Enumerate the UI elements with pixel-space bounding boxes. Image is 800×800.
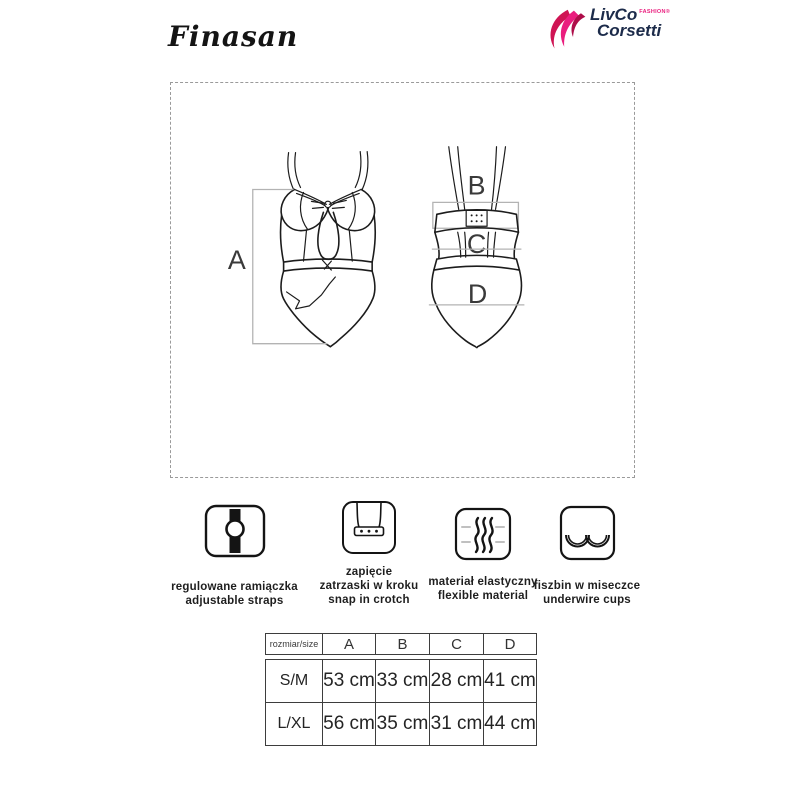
feature-label-line: snap in crotch xyxy=(328,594,410,607)
cell-value: 56 cm xyxy=(323,703,376,746)
brand-swoosh-icon xyxy=(544,6,588,54)
measurement-diagram-box xyxy=(170,82,635,478)
snap-crotch-icon xyxy=(341,500,397,555)
adjustable-strap-icon xyxy=(204,504,266,558)
feature-adjustable-straps xyxy=(152,504,317,608)
feature-label-line: flexible material xyxy=(437,590,529,603)
feature-label xyxy=(517,579,657,607)
brand-logo-text xyxy=(590,6,670,58)
row-size-label: L/XL xyxy=(266,703,323,746)
header-cell-a: A xyxy=(323,634,376,655)
measure-label-d: D xyxy=(467,278,488,309)
cell-value: 28 cm xyxy=(430,660,484,703)
measure-label-c: C xyxy=(466,229,487,260)
feature-label-line: zapięcie xyxy=(345,566,393,578)
size-table-body xyxy=(265,659,537,746)
cell-value: 53 cm xyxy=(323,660,376,703)
feature-underwire-cups xyxy=(517,505,657,607)
header-cell-b: B xyxy=(376,634,430,655)
row-size-label: S/M xyxy=(266,660,323,703)
garment-diagram xyxy=(171,83,634,477)
header-cell-d: D xyxy=(484,634,537,655)
header-cell-c: C xyxy=(430,634,484,655)
feature-label-line: regulowane ramiączka xyxy=(171,581,298,593)
feature-label-line: materiał elastyczny xyxy=(428,576,538,588)
size-table-header-row xyxy=(266,634,537,655)
underwire-cups-icon xyxy=(559,505,616,561)
product-name: Finasan xyxy=(168,20,299,53)
header-cell-size: rozmiar/size xyxy=(266,634,323,655)
size-table xyxy=(265,633,537,746)
feature-label-line: adjustable straps xyxy=(185,595,284,608)
flexible-material-icon xyxy=(454,507,512,561)
table-row-lxl xyxy=(266,703,537,746)
cell-value: 44 cm xyxy=(484,703,537,746)
table-row-sm xyxy=(266,660,537,703)
front-view-drawing xyxy=(228,152,375,347)
size-table-header xyxy=(265,633,537,655)
measure-label-b: B xyxy=(467,170,486,201)
feature-label-line: fiszbin w miseczce xyxy=(533,580,641,592)
feature-label-line: underwire cups xyxy=(543,594,631,607)
brand-logo xyxy=(544,5,671,58)
logo-name-bottom: Corsetti xyxy=(597,21,662,40)
measure-label-a: A xyxy=(227,245,246,276)
back-view-drawing xyxy=(429,147,525,348)
logo-name-top: LivCo xyxy=(590,5,638,24)
cell-value: 35 cm xyxy=(376,703,430,746)
feature-label-line: zatrzaski w kroku xyxy=(319,580,419,593)
logo-fashion-tag: FASHION® xyxy=(639,9,671,15)
cell-value: 33 cm xyxy=(376,660,430,703)
cell-value: 41 cm xyxy=(484,660,537,703)
cell-value: 31 cm xyxy=(430,703,484,746)
feature-label xyxy=(152,580,317,608)
